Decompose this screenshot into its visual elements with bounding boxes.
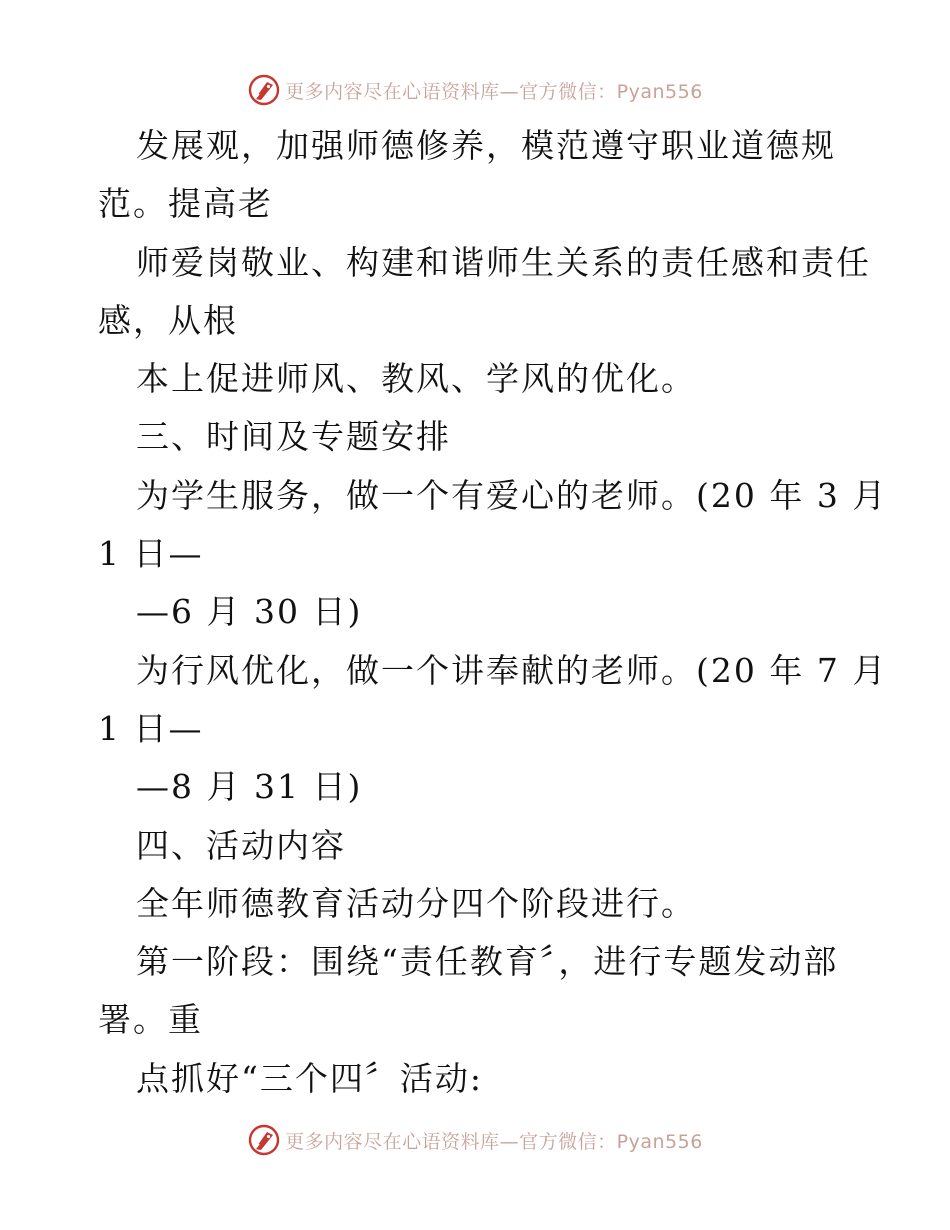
text-line: 四、活动内容 (136, 825, 346, 865)
text-line: —8 月 31 日) (136, 767, 363, 807)
text-line: 点抓好“三个四〞活动: (136, 1058, 483, 1098)
text-line: 师爱岗敬业、构建和谐师生关系的责任感和责任 (136, 242, 871, 282)
text-line: 第一阶段：围绕“责任教育〞，进行专题发动部 (136, 942, 839, 982)
text-line: 署。重 (98, 1000, 203, 1040)
text-line: 本上促进师风、教风、学风的优化。 (136, 359, 696, 399)
text-line: 全年师德教育活动分四个阶段进行。 (136, 883, 696, 923)
text-line: 范。提高老 (98, 184, 273, 224)
text-line: 感，从根 (98, 300, 238, 340)
footer-banner (0, 1120, 950, 1160)
text-line: 1 日— (98, 708, 204, 748)
pen-nib-logo-icon (247, 73, 281, 107)
text-line: 发展观，加强师德修养，模范遵守职业道德规 (136, 126, 836, 165)
text-line: 1 日— (98, 534, 204, 574)
header-banner-text: 更多内容尽在心语资料库—官方微信：Pyan556 (285, 80, 703, 103)
pen-nib-logo-icon (247, 1123, 281, 1157)
text-line: 三、时间及专题安排 (136, 417, 451, 457)
text-line: —6 月 30 日) (136, 592, 363, 632)
header-banner (0, 70, 950, 110)
footer-banner-text: 更多内容尽在心语资料库—官方微信：Pyan556 (285, 1130, 703, 1153)
text-line: 为学生服务，做一个有爱心的老师。(20 年 3 月 (136, 475, 888, 515)
document-body (98, 117, 888, 1108)
text-line: 为行风优化，做一个讲奉献的老师。(20 年 7 月 (136, 650, 888, 690)
